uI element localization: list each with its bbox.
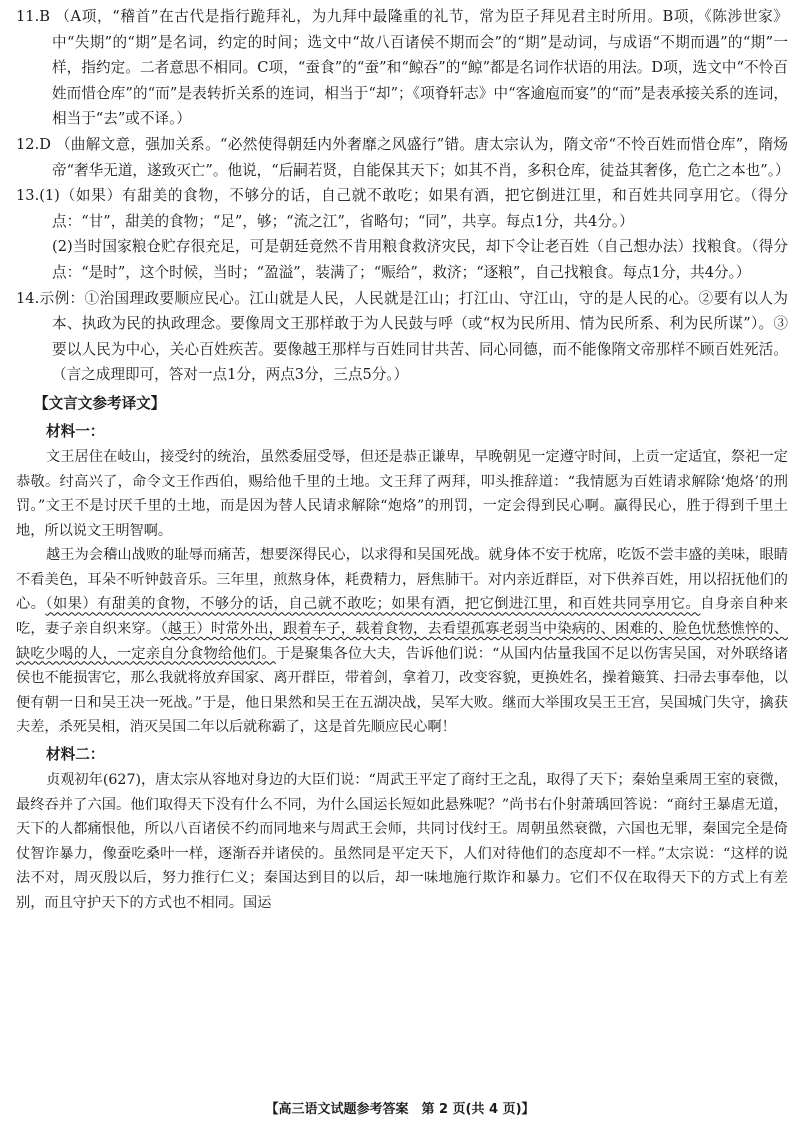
translation-section-title: 【文言文参考译文】 <box>34 394 166 412</box>
answer-14: 14.示例：①治国理政要顺应民心。江山就是人民，人民就是江山；打江山、守江山，守的是人民的心。②要有以人为本、执政为民的执政理念。要像周文王那样敢于为人民鼓与呼（或“权为民所用、情为民所系、利为民所谋”）。③要以人民为中心，关心百姓疾苦。要像越王那样与百姓同甘共苦、同心同德，而不能像隋文帝那样不顾百姓死活。（言之成理即可，答对一点1分，两点3分，三点5分。） <box>16 289 788 384</box>
material-2-title: 材料二： <box>46 746 105 764</box>
material-1-paragraph-2 <box>16 543 788 740</box>
material-2-paragraph-1: 贞观初年(627)，唐太宗从容地对身边的大臣们说：“周武王平定了商纣王之乱，取得了天下；秦始皇乘周王室的衰微，最终吞并了六国。他们取得天下没有什么不同，为什么国运长短如此悬殊呢？”尚书右仆射萧瑀回答说：“商纣王暴虐无道，天下的人都痛恨他，所以八百诸侯不约而同地来与周武王会师，共同讨伐纣王。周朝虽然衰微，六国也无罪，秦国完全是倚仗智诈暴力，像蚕吃桑叶一样，逐渐吞并诸侯的。虽然同是平定天下，人们对待他们的态度却不一样。”太宗说：“这样的说法不对，周灭殷以后，努力推行仁义；秦国达到目的以后，却一味地施行欺诈和暴力。它们不仅在取得天下的方式上有差别，而且守护天下的方式也不相同。国运 <box>16 772 788 911</box>
answer-page <box>16 4 788 916</box>
answer-13-1: 13.(1)（如果）有甜美的食物，不够分的话，自己就不敢吃；如果有酒，把它倒进江里，和百姓共同享用它。（得分点：“甘”，甜美的食物；“足”，够；“流之江”，省略句；“同”，共享。每点1分，共4分。） <box>16 187 788 230</box>
answer-11: 11.B （A项，“稽首”在古代是指行跪拜礼，为九拜中最隆重的礼节，常为臣子拜见君主时所用。B项，《陈涉世家》中“失期”的“期”是名词，约定的时间；选文中“故八百诸侯不期而会”的“期”是动词，与成语“不期而遇”的“期”一样，指约定。二者意思不相同。C项，“蚕食”的“蚕”和“鲸吞”的“鲸”都是名词作状语的用法。D项，选文中“不怜百姓而惜仓库”的“而”是表转折关系的连词，相当于“却”；《项脊轩志》中“客逾庖而宴”的“而”是表承接关系的连词，相当于“去”或不译。） <box>16 8 788 128</box>
answer-13-2: (2)当时国家粮仓贮存很充足，可是朝廷竟然不肯用粮食救济灾民，却下令让老百姓（自己想办法）找粮食。（得分点：“是时”，这个时候，当时；“盈溢”，装满了；“赈给”，救济；“逐粮”，自己找粮食。每点1分，共4分。） <box>52 238 788 281</box>
m1-p2-text-a: 越王为会稽山战败的耻辱而痛苦，想要深得民心，以求得和吴国死战。就身体不安于枕席，吃饭不尝丰盛的美味，眼睛不看美色，耳朵不听钟鼓音乐。三年里，煎熬身体，耗费精力，唇焦肺干。对内亲近群臣，对下供养百姓，用以招抚他们的心。 <box>16 547 788 613</box>
material-1-paragraph-1: 文王居住在岐山，接受纣的统治，虽然委屈受辱，但还是恭正谦卑，早晚朝见一定遵守时间，上贡一定适宜，祭祀一定恭敬。纣高兴了，命令文王作西伯，赐给他千里的土地。文王拜了两拜，叩头推辞道：“我情愿为百姓请求解除‘炮烙’的刑罚。”文王不是讨厌千里的土地，而是因为替人民请求解除“炮烙”的刑罚，一定会得到民心啊。赢得民心，胜于得到千里土地，所以说文王明智啊。 <box>16 448 788 539</box>
m1-p2-underlined-1: （如果）有甜美的食物，不够分的话，自己就不敢吃；如果有酒，把它倒进江里，和百姓共同享用它。 <box>45 596 701 613</box>
m1-p2-text-b: 自身亲自种来吃，妻子亲自织来穿。 <box>16 596 788 638</box>
m1-p2-text-c: 于是聚集各位大夫，告诉他们说：“从国内估量我国不足以伤害吴国，对外联络诸侯也不能损害它，那么我就将放弃国家、离开群臣，带着剑，拿着刀，改变容貌，更换姓名，操着簸箕、扫帚去事奉他，以便有朝一日和吴王决一死战。”于是，他日果然和吴王在五湖决战，吴军大败。继而大举围攻吴王王宫，吴国城门失守，擒获夫差，杀死吴相，消灭吴国二年以后就称霸了，这是首先顺应民心啊！ <box>16 645 788 736</box>
answer-12: 12.D （曲解文意，强加关系。“必然使得朝廷内外奢靡之风盛行”错。唐太宗认为，隋文帝“不怜百姓而惜仓库”，隋炀帝“奢华无道，遂致灭亡”。他说，“后嗣若贤，自能保其天下；如其不肖，多积仓库，徒益其奢侈，危亡之本也”。） <box>16 135 790 179</box>
m1-p2-underlined-2: （越王）时常外出，跟着车子，载着食物，去看望孤寡老弱当中染病的、困难的、脸色忧愁憔悴的、缺吃少喝的人，一定亲自分食物给他们。 <box>16 621 788 662</box>
material-1-title: 材料一： <box>46 422 105 440</box>
page-footer: 【高三语文试题参考答案 第 2 页(共 4 页)】 <box>265 1102 535 1117</box>
